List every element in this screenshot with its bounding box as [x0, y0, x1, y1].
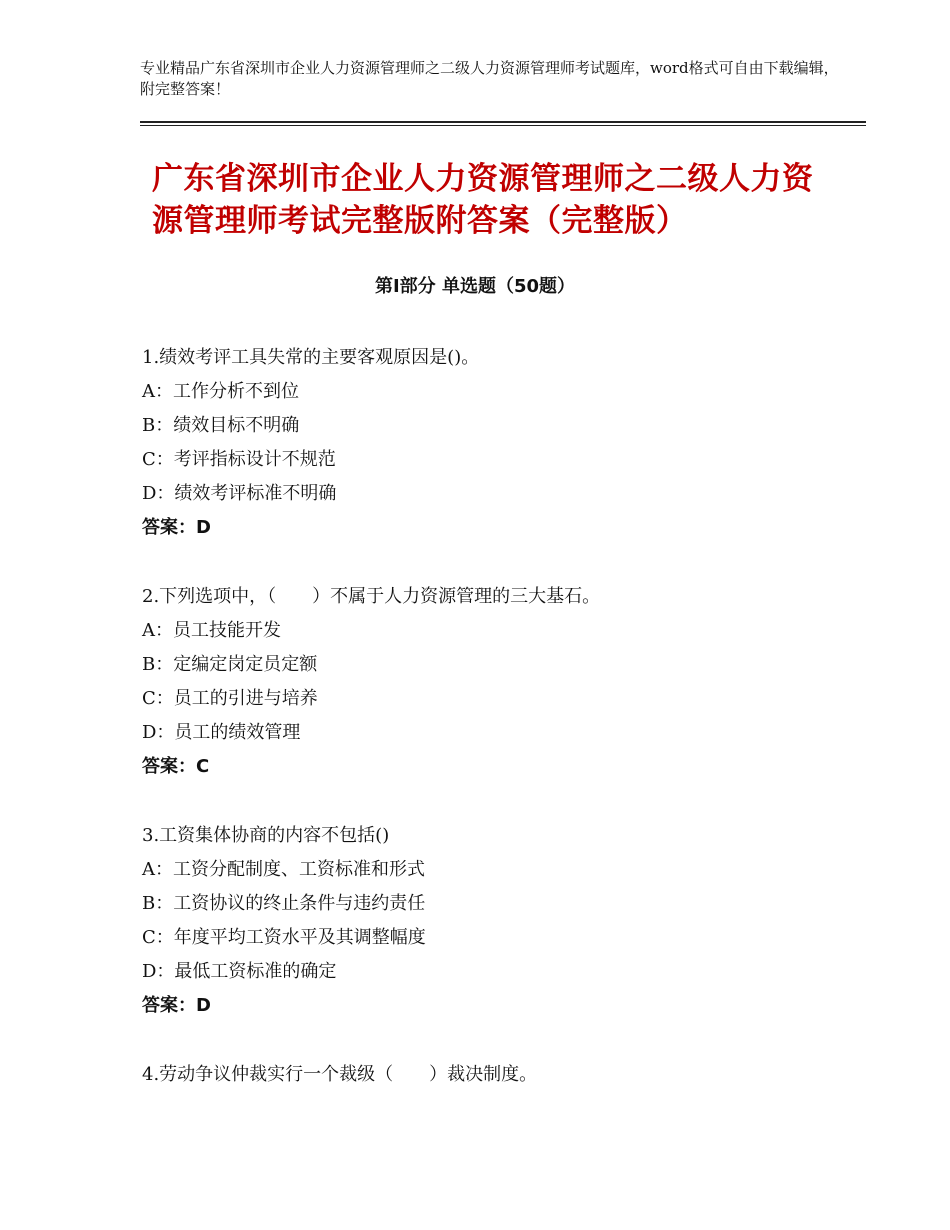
header-note: 专业精品广东省深圳市企业人力资源管理师之二级人力资源管理师考试题库，word格式可自由下载编辑，附完整答案！ [140, 59, 839, 98]
question-4 [142, 1058, 842, 1092]
header-rule-thick [140, 121, 866, 123]
answer: 答案：D [142, 517, 211, 538]
option-b: B：工资协议的终止条件与违约责任 [142, 893, 426, 914]
section-title: 第Ⅰ部分 单选题（50题） [374, 276, 575, 297]
option-d: D：绩效考评标准不明确 [142, 483, 337, 504]
question-stem: 3.工资集体协商的内容不包括() [142, 825, 390, 846]
document-title: 广东省深圳市企业人力资源管理师之二级人力资源管理师考试完整版附答案（完整版） [152, 161, 814, 239]
option-a: A：工资分配制度、工资标准和形式 [142, 859, 425, 880]
option-a: A：员工技能开发 [142, 620, 281, 641]
option-c: C：员工的引进与培养 [142, 688, 318, 709]
answer: 答案：C [142, 756, 210, 777]
option-a: A：工作分析不到位 [142, 381, 299, 402]
question-stem: 2.下列选项中，（ ）不属于人力资源管理的三大基石。 [142, 586, 601, 607]
question-stem: 1.绩效考评工具失常的主要客观原因是()。 [142, 347, 480, 368]
question-1 [142, 341, 842, 545]
header-rule-thin [140, 125, 866, 126]
question-stem: 4.劳动争议仲裁实行一个裁级（ ）裁决制度。 [142, 1064, 538, 1085]
answer: 答案：D [142, 995, 211, 1016]
question-2 [142, 580, 842, 784]
option-d: D：员工的绩效管理 [142, 722, 301, 743]
question-3 [142, 819, 842, 1023]
question-list [142, 341, 842, 1127]
option-b: B：定编定岗定员定额 [142, 654, 318, 675]
option-c: C：年度平均工资水平及其调整幅度 [142, 927, 426, 948]
option-c: C：考评指标设计不规范 [142, 449, 336, 470]
option-b: B：绩效目标不明确 [142, 415, 300, 436]
option-d: D：最低工资标准的确定 [142, 961, 337, 982]
